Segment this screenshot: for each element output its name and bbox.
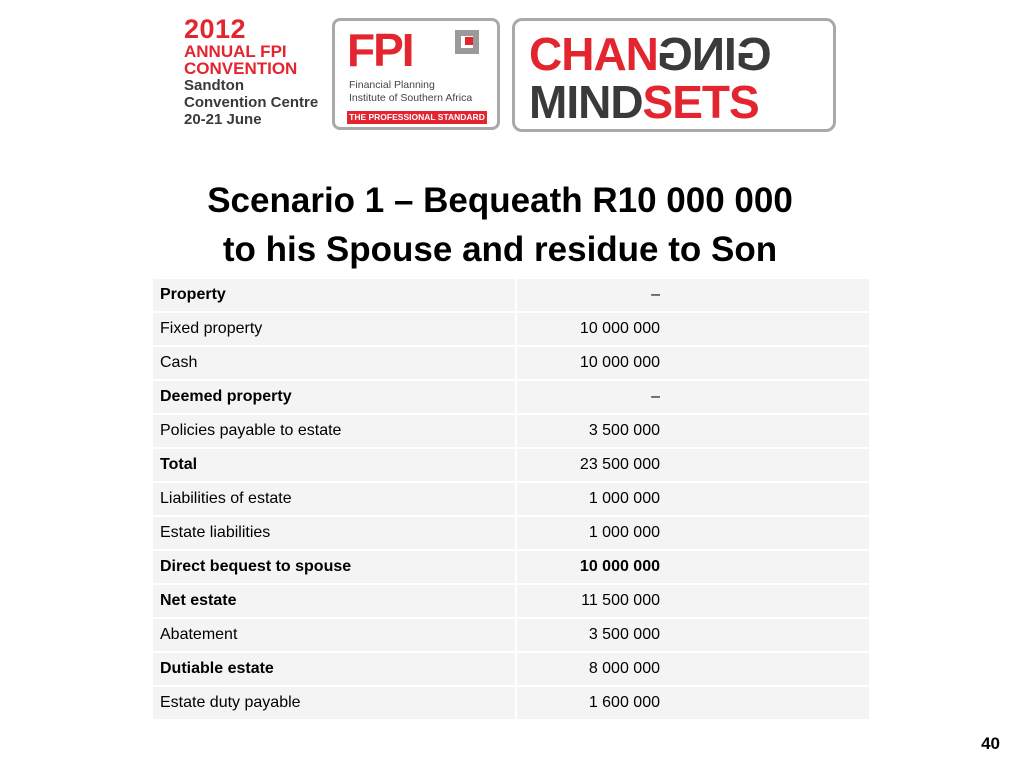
row-label: Estate liabilities — [153, 516, 516, 550]
row-label: Policies payable to estate — [153, 414, 516, 448]
fpi-logo-mark: FPI — [347, 24, 413, 76]
fpi-square-dot-icon — [465, 37, 473, 45]
convention-dates: 20-21 June — [184, 111, 262, 128]
table-row — [153, 550, 869, 584]
campaign-part2-mirrored: GING — [657, 28, 772, 80]
table-row — [153, 482, 869, 516]
row-value: 3 500 000 — [516, 618, 869, 652]
row-value: 1 000 000 — [516, 482, 869, 516]
row-label: Deemed property — [153, 380, 516, 414]
convention-logo — [184, 16, 318, 128]
fpi-text-line2: Institute of Southern Africa — [349, 92, 473, 104]
row-label: Net estate — [153, 584, 516, 618]
row-label: Dutiable estate — [153, 652, 516, 686]
campaign-part1: CHAN — [529, 28, 658, 80]
row-label: Total — [153, 448, 516, 482]
campaign-line2 — [529, 76, 759, 128]
table-row — [153, 346, 869, 380]
fpi-logo-text — [349, 79, 472, 105]
slide-title-line1: Scenario 1 – Bequeath R10 000 000 — [207, 181, 793, 220]
row-label: Direct bequest to spouse — [153, 550, 516, 584]
convention-line2: ANNUAL FPI — [184, 42, 287, 61]
table-row — [153, 686, 869, 720]
table-row — [153, 380, 869, 414]
row-value: 10 000 000 — [516, 312, 869, 346]
row-value: 23 500 000 — [516, 448, 869, 482]
row-value: – — [516, 380, 869, 414]
row-label: Liabilities of estate — [153, 482, 516, 516]
row-label: Abatement — [153, 618, 516, 652]
slide-title-line2: to his Spouse and residue to Son — [222, 230, 778, 269]
row-value: – — [516, 279, 869, 312]
row-value: 11 500 000 — [516, 584, 869, 618]
row-label: Estate duty payable — [153, 686, 516, 720]
slide-title — [140, 176, 860, 274]
row-label: Cash — [153, 346, 516, 380]
campaign-part3: MIND — [529, 76, 643, 128]
row-value: 10 000 000 — [516, 550, 869, 584]
page-number: 40 — [981, 734, 1000, 753]
row-value: 1 000 000 — [516, 516, 869, 550]
row-value: 8 000 000 — [516, 652, 869, 686]
table-row — [153, 618, 869, 652]
fpi-text-line1: Financial Planning — [349, 79, 435, 91]
campaign-line1 — [529, 28, 772, 80]
row-label: Property — [153, 279, 516, 312]
venue-line1: Sandton — [184, 77, 244, 94]
table-row — [153, 312, 869, 346]
estate-duty-table — [153, 279, 869, 721]
changing-mindsets-logo — [512, 18, 836, 132]
table-row — [153, 448, 869, 482]
row-value: 1 600 000 — [516, 686, 869, 720]
fpi-logo — [332, 18, 500, 130]
table-row — [153, 584, 869, 618]
venue-line2: Convention Centre — [184, 94, 319, 111]
table-row — [153, 516, 869, 550]
table-row — [153, 652, 869, 686]
row-label: Fixed property — [153, 312, 516, 346]
row-value: 10 000 000 — [516, 346, 869, 380]
table-row — [153, 414, 869, 448]
row-value: 3 500 000 — [516, 414, 869, 448]
table-row — [153, 279, 869, 312]
campaign-part4: SETS — [642, 76, 759, 128]
fpi-tagline: THE PROFESSIONAL STANDARD — [347, 111, 487, 124]
convention-year: 2012 — [184, 14, 247, 44]
convention-line3: CONVENTION — [184, 59, 298, 78]
